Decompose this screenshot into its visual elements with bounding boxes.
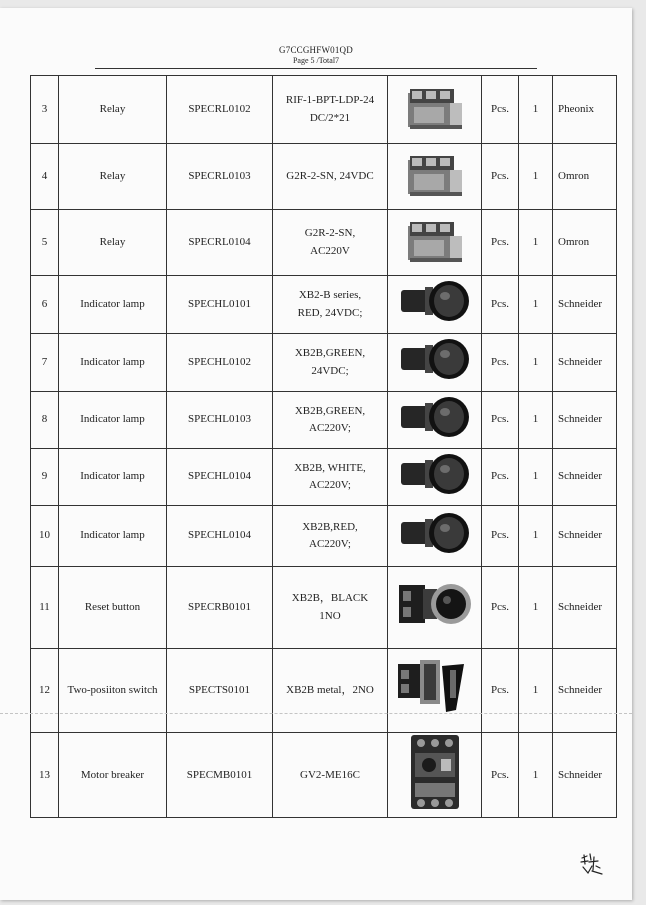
specification-line: XB2B,GREEN, bbox=[294, 347, 366, 360]
unit-cell: Pcs. bbox=[482, 210, 519, 276]
quantity-cell: 1 bbox=[519, 334, 553, 392]
specification-line: XB2B,GREEN, bbox=[294, 404, 366, 417]
product-photo-cell bbox=[388, 76, 482, 144]
table-row bbox=[31, 449, 617, 506]
brand-cell: Schneider bbox=[553, 334, 617, 392]
specification-cell bbox=[273, 334, 388, 392]
row-number-cell: 9 bbox=[31, 449, 59, 506]
item-code-cell: SPECRL0104 bbox=[167, 210, 273, 276]
parts-table bbox=[30, 75, 617, 818]
table-row bbox=[31, 506, 617, 567]
quantity-cell: 1 bbox=[519, 392, 553, 449]
push-button-image bbox=[390, 579, 479, 635]
item-code-cell: SPECRL0102 bbox=[167, 76, 273, 144]
selector-switch-image bbox=[390, 656, 479, 724]
unit-cell: Pcs. bbox=[482, 334, 519, 392]
item-code-cell: SPECHL0104 bbox=[167, 506, 273, 567]
item-code-cell: SPECTS0101 bbox=[167, 649, 273, 733]
row-number-cell: 11 bbox=[31, 567, 59, 649]
item-name-cell: Indicator lamp bbox=[59, 276, 167, 334]
quantity-cell: 1 bbox=[519, 733, 553, 818]
unit-cell: Pcs. bbox=[482, 649, 519, 733]
unit-cell: Pcs. bbox=[482, 733, 519, 818]
item-name-cell: Indicator lamp bbox=[59, 506, 167, 567]
quantity-cell: 1 bbox=[519, 210, 553, 276]
relay-image bbox=[390, 146, 479, 206]
table-row bbox=[31, 276, 617, 334]
item-name-cell: Indicator lamp bbox=[59, 449, 167, 506]
relay-image bbox=[390, 212, 479, 272]
product-photo-cell bbox=[388, 733, 482, 818]
row-number-cell: 10 bbox=[31, 506, 59, 567]
brand-cell: Schneider bbox=[553, 567, 617, 649]
item-code-cell: SPECHL0104 bbox=[167, 449, 273, 506]
specification-cell bbox=[273, 649, 388, 733]
unit-cell: Pcs. bbox=[482, 567, 519, 649]
quantity-cell: 1 bbox=[519, 276, 553, 334]
quantity-cell: 1 bbox=[519, 567, 553, 649]
quantity-cell: 1 bbox=[519, 506, 553, 567]
quantity-cell: 1 bbox=[519, 449, 553, 506]
indicator-lamp-image bbox=[390, 452, 479, 502]
product-photo-cell bbox=[388, 334, 482, 392]
item-name-cell: Motor breaker bbox=[59, 733, 167, 818]
item-code-cell: SPECRB0101 bbox=[167, 567, 273, 649]
unit-cell: Pcs. bbox=[482, 392, 519, 449]
unit-cell: Pcs. bbox=[482, 506, 519, 567]
item-name-cell: Indicator lamp bbox=[59, 392, 167, 449]
specification-line: XB2B,RED, bbox=[302, 520, 358, 533]
row-number-cell: 12 bbox=[31, 649, 59, 733]
handwritten-signature bbox=[578, 852, 604, 878]
specification-line: AC220V bbox=[310, 244, 350, 257]
specification-line: XB2B metal，2NO bbox=[286, 683, 374, 696]
brand-cell: Pheonix bbox=[553, 76, 617, 144]
specification-line: RED, 24VDC; bbox=[297, 306, 363, 319]
unit-cell: Pcs. bbox=[482, 449, 519, 506]
specification-line: GV2-ME16C bbox=[300, 768, 360, 781]
document-page bbox=[0, 8, 632, 900]
scan-fold-line bbox=[0, 713, 632, 714]
item-code-cell: SPECHL0102 bbox=[167, 334, 273, 392]
specification-line: G2R-2-SN, 24VDC bbox=[286, 169, 374, 182]
table-row bbox=[31, 649, 617, 733]
specification-cell bbox=[273, 76, 388, 144]
row-number-cell: 6 bbox=[31, 276, 59, 334]
brand-cell: Schneider bbox=[553, 449, 617, 506]
table-row bbox=[31, 144, 617, 210]
page-info: Page 5 /Total7 bbox=[292, 56, 340, 65]
item-name-cell: Two-posiiton switch bbox=[59, 649, 167, 733]
specification-line: AC220V; bbox=[309, 422, 351, 434]
product-photo-cell bbox=[388, 276, 482, 334]
product-photo-cell bbox=[388, 567, 482, 649]
item-code-cell: SPECHL0103 bbox=[167, 392, 273, 449]
item-name-cell: Relay bbox=[59, 76, 167, 144]
specification-cell bbox=[273, 567, 388, 649]
indicator-lamp-image bbox=[390, 395, 479, 445]
document-code: G7CCGHFW01QD bbox=[279, 45, 353, 55]
brand-cell: Omron bbox=[553, 210, 617, 276]
relay-image bbox=[390, 79, 479, 139]
product-photo-cell bbox=[388, 144, 482, 210]
product-photo-cell bbox=[388, 506, 482, 567]
specification-line: RIF-1-BPT-LDP-24 bbox=[285, 94, 375, 107]
row-number-cell: 5 bbox=[31, 210, 59, 276]
product-photo-cell bbox=[388, 210, 482, 276]
table-row bbox=[31, 334, 617, 392]
indicator-lamp-image bbox=[390, 337, 479, 387]
item-code-cell: SPECMB0101 bbox=[167, 733, 273, 818]
item-code-cell: SPECHL0101 bbox=[167, 276, 273, 334]
item-name-cell: Relay bbox=[59, 144, 167, 210]
table-row bbox=[31, 210, 617, 276]
specification-line: AC220V; bbox=[309, 479, 351, 491]
brand-cell: Schneider bbox=[553, 392, 617, 449]
row-number-cell: 3 bbox=[31, 76, 59, 144]
row-number-cell: 8 bbox=[31, 392, 59, 449]
row-number-cell: 4 bbox=[31, 144, 59, 210]
unit-cell: Pcs. bbox=[482, 76, 519, 144]
specification-line: AC220V; bbox=[309, 538, 351, 550]
brand-cell: Schneider bbox=[553, 506, 617, 567]
product-photo-cell bbox=[388, 392, 482, 449]
table-row bbox=[31, 76, 617, 144]
specification-cell bbox=[273, 210, 388, 276]
quantity-cell: 1 bbox=[519, 144, 553, 210]
item-code-cell: SPECRL0103 bbox=[167, 144, 273, 210]
unit-cell: Pcs. bbox=[482, 276, 519, 334]
specification-line: 1NO bbox=[319, 609, 341, 622]
specification-cell bbox=[273, 733, 388, 818]
quantity-cell: 1 bbox=[519, 649, 553, 733]
specification-line: XB2B，BLACK bbox=[291, 592, 369, 605]
table-row bbox=[31, 733, 617, 818]
table-row bbox=[31, 567, 617, 649]
specification-line: G2R-2-SN, bbox=[304, 227, 356, 240]
specification-line: DC/2*21 bbox=[309, 111, 351, 124]
specification-cell bbox=[273, 449, 388, 506]
item-name-cell: Relay bbox=[59, 210, 167, 276]
unit-cell: Pcs. bbox=[482, 144, 519, 210]
indicator-lamp-image bbox=[390, 279, 479, 329]
item-name-cell: Reset button bbox=[59, 567, 167, 649]
brand-cell: Schneider bbox=[553, 276, 617, 334]
table-row bbox=[31, 392, 617, 449]
specification-line: XB2B, WHITE, bbox=[294, 461, 366, 474]
item-name-cell: Indicator lamp bbox=[59, 334, 167, 392]
product-photo-cell bbox=[388, 449, 482, 506]
quantity-cell: 1 bbox=[519, 76, 553, 144]
specification-cell bbox=[273, 506, 388, 567]
row-number-cell: 13 bbox=[31, 733, 59, 818]
specification-line: 24VDC; bbox=[311, 364, 349, 377]
motor-breaker-image bbox=[390, 733, 479, 817]
specification-cell bbox=[273, 276, 388, 334]
row-number-cell: 7 bbox=[31, 334, 59, 392]
indicator-lamp-image bbox=[390, 511, 479, 561]
brand-cell: Schneider bbox=[553, 733, 617, 818]
brand-cell: Schneider bbox=[553, 649, 617, 733]
specification-cell bbox=[273, 392, 388, 449]
specification-line: XB2-B series, bbox=[298, 289, 362, 302]
header-rule bbox=[95, 68, 537, 69]
specification-cell bbox=[273, 144, 388, 210]
product-photo-cell bbox=[388, 649, 482, 733]
brand-cell: Omron bbox=[553, 144, 617, 210]
